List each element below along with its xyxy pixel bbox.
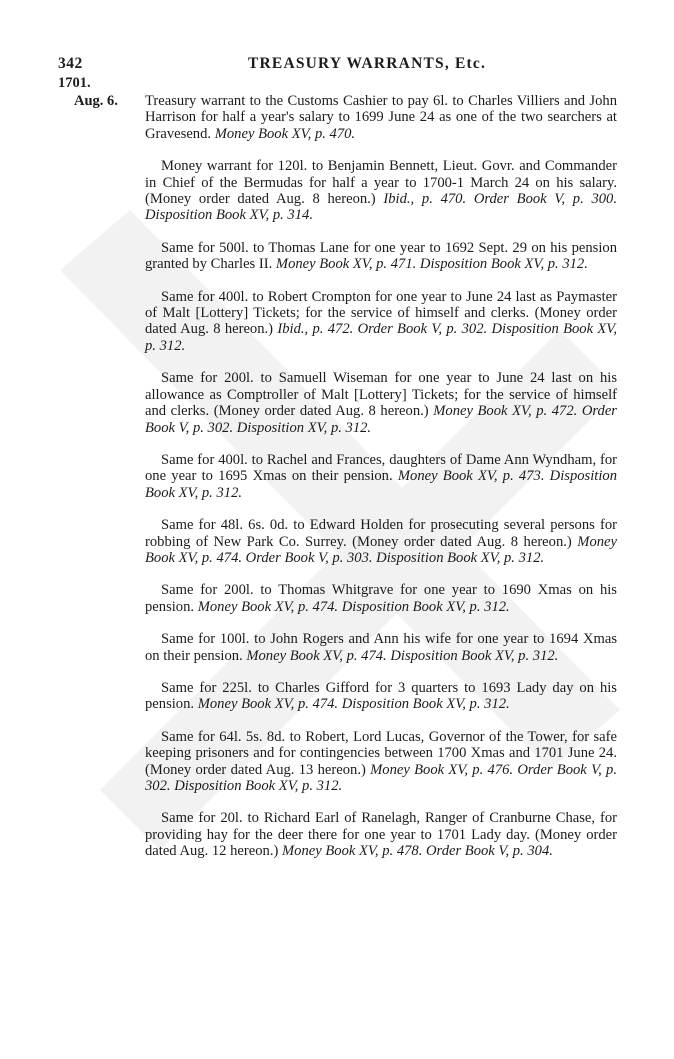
- entry-references: Ibid., p. 470. Order Book V, p. 300. Disposition Book XV, p. 314.: [145, 191, 617, 224]
- entry-references: Money Book XV, p. 474. Disposition Book XV, p. 312.: [197, 598, 510, 615]
- entry-text: Same for 200l. to Samuell Wiseman for one year to June 24 last on his allowance as Comptroller of Malt [Lottery] Tickets; for the service of himself and clerks. (Money order dated Aug. 8 hereon.): [145, 370, 617, 420]
- entry-references: Money Book XV, p. 473. Disposition Book XV, p. 312.: [145, 468, 617, 501]
- margin-year: 1701.: [58, 75, 91, 91]
- entry: [145, 810, 617, 859]
- entry-text: Same for 400l. to Robert Crompton for one year to June 24 last as Paymaster of Malt [Lottery] Tickets; for the service of himself and clerks. (Money order dated Aug. 8 hereon.): [145, 288, 617, 338]
- entry-text: Money warrant for 120l. to Benjamin Bennett, Lieut. Govr. and Commander in Chief of the Bermudas for half a year to 1700-1 March 24 on his salary. (Money order dated Aug. 8 hereon.): [145, 158, 617, 208]
- entry-references: Money Book XV, p. 474. Disposition Book XV, p. 312.: [246, 647, 559, 664]
- entry-text: Same for 100l. to John Rogers and Ann his wife for one year to 1694 Xmas on their pension.: [145, 631, 617, 664]
- entry-references: Money Book XV, p. 474. Disposition Book XV, p. 312.: [197, 696, 510, 713]
- entry-text: Same for 225l. to Charles Gifford for 3 quarters to 1693 Lady day on his pension.: [145, 679, 617, 713]
- entry: [145, 680, 617, 713]
- entry-references: Ibid., p. 472. Order Book V, p. 302. Disposition Book XV, p. 312.: [145, 321, 617, 354]
- page-number: 342: [58, 55, 83, 72]
- entry-text: Same for 400l. to Rachel and Frances, daughters of Dame Ann Wyndham, for one year to 1695 Xmas on their pension.: [145, 451, 617, 485]
- entry: [145, 370, 617, 436]
- margin-date: Aug. 6.: [74, 93, 118, 109]
- entry-references: Money Book XV, p. 478. Order Book V, p. 304.: [282, 843, 553, 860]
- entry: [145, 240, 617, 273]
- entry: [145, 93, 617, 142]
- entry: [145, 582, 617, 615]
- entry: [145, 452, 617, 501]
- entry-text: Same for 200l. to Thomas Whitgrave for one year to 1690 Xmas on his pension.: [145, 582, 617, 615]
- entry-text: Same for 48l. 6s. 0d. to Edward Holden for prosecuting several persons for robbing of New Park Co. Surrey. (Money order dated Aug. 8 hereon.): [145, 517, 617, 550]
- entry: [145, 631, 617, 664]
- entry-references: Money Book XV, p. 470.: [214, 125, 356, 142]
- entry-text: Same for 500l. to Thomas Lane for one year to 1692 Sept. 29 on his pension granted by Charles II.: [145, 239, 617, 273]
- entry-text: Treasury warrant to the Customs Cashier to pay 6l. to Charles Villiers and John Harrison for half a year's salary to 1699 June 24 as one of the two searchers at Gravesend.: [145, 93, 617, 142]
- entry: [145, 158, 617, 224]
- entry-text: Same for 20l. to Richard Earl of Ranelagh, Ranger of Cranburne Chase, for providing hay for the deer there for one year to 1701 Lady day. (Money order dated Aug. 12 hereon.): [145, 810, 617, 860]
- running-title: TREASURY WARRANTS, Etc.: [247, 55, 487, 72]
- entries-list: [145, 93, 617, 876]
- entry: [145, 289, 617, 355]
- entry-references: Money Book XV, p. 472. Order Book V, p. 302. Disposition XV, p. 312.: [145, 403, 617, 436]
- entry-references: Money Book XV, p. 471. Disposition Book XV, p. 312.: [275, 256, 588, 273]
- entry-text: Same for 64l. 5s. 8d. to Robert, Lord Lucas, Governor of the Tower, for safe keeping prisoners and for contingencies between 1700 Xmas and 1701 June 24. (Money order dated Aug. 13 hereon.): [145, 728, 617, 778]
- entry-references: Money Book XV, p. 476. Order Book V, p. 302. Disposition Book XV, p. 312.: [145, 761, 617, 794]
- entry: [145, 729, 617, 795]
- page-header: [58, 55, 616, 75]
- entry-references: Money Book XV, p. 474. Order Book V, p. 303. Disposition Book XV, p. 312.: [145, 533, 617, 566]
- entry: [145, 517, 617, 566]
